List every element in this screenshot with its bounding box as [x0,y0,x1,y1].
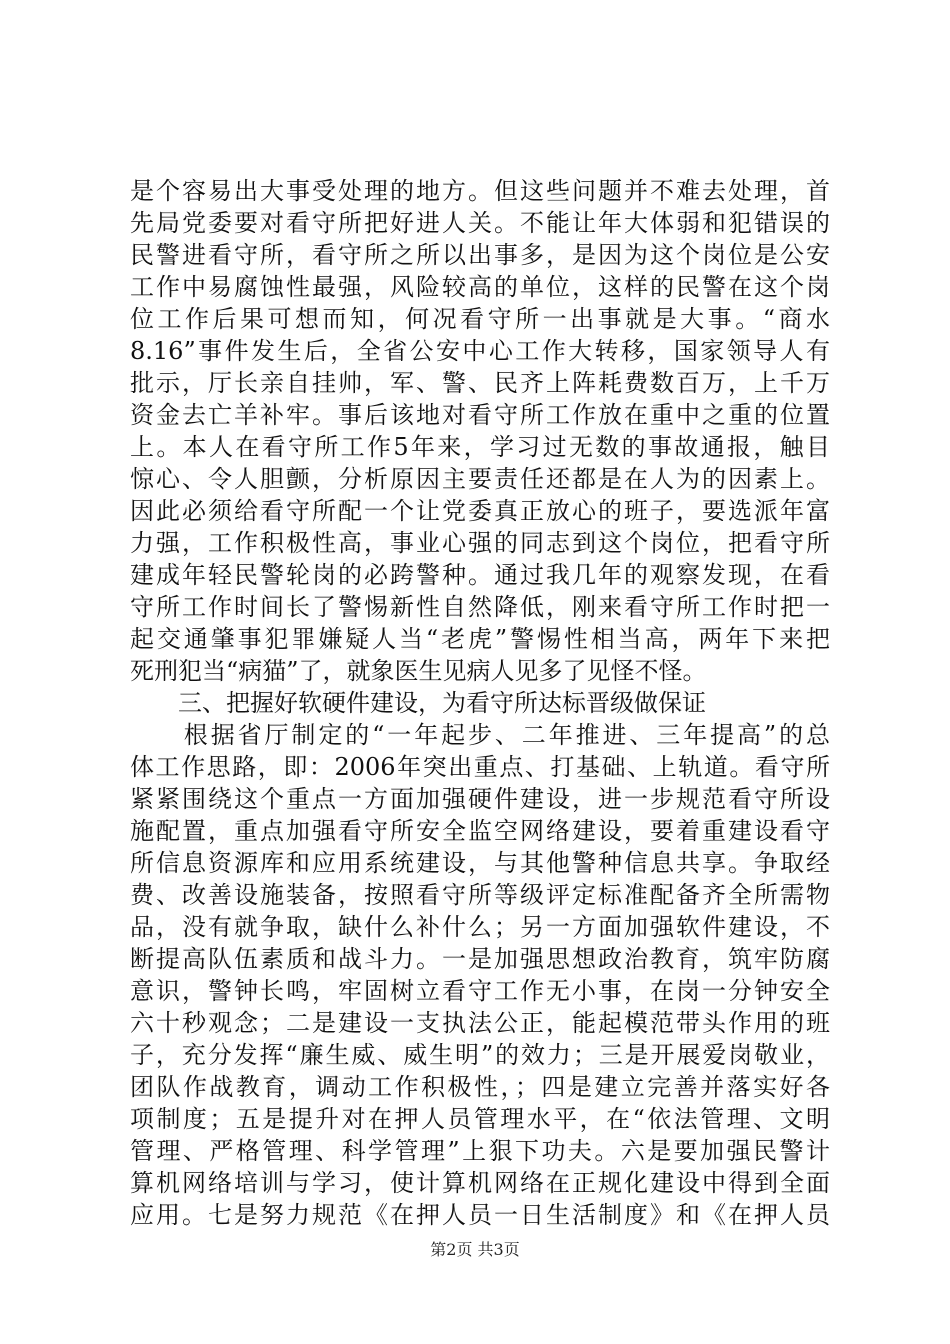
text-line: 品，没有就争取，缺什么补什么；另一方面加强软件建设，不 [130,913,830,941]
text-line: 工作中易腐蚀性最强，风险较高的单位，这样的民警在这个岗 [130,273,830,301]
text-line: 断提高队伍素质和战斗力。一是加强思想政治教育，筑牢防腐 [130,945,830,973]
text-line: 费、改善设施装备，按照看守所等级评定标准配备齐全所需物 [130,881,830,909]
text-line: 资金去亡羊补牢。事后该地对看守所工作放在重中之重的位置 [130,401,830,429]
text-line: 8.16”事件发生后，全省公安中心工作大转移，国家领导人有 [130,337,830,365]
text-line: 民警进看守所，看守所之所以出事多，是因为这个岗位是公安 [130,241,830,269]
text-line: 施配置，重点加强看守所安全监空网络建设，要着重建设看守 [130,817,830,845]
text-line: 力强，工作积极性高，事业心强的同志到这个岗位，把看守所 [130,529,830,557]
text-line: 上。本人在看守所工作5年来，学习过无数的事故通报，触目 [130,433,830,461]
text-line: 惊心、令人胆颤，分析原因主要责任还都是在人为的因素上。 [130,465,830,493]
section-heading: 三、把握好软硬件建设，为看守所达标晋级做保证 [130,689,706,717]
text-line: 意识，警钟长鸣，牢固树立看守工作无小事，在岗一分钟安全 [130,977,830,1005]
text-line: 项制度；五是提升对在押人员管理水平，在“依法管理、文明 [130,1105,830,1133]
text-line: 团队作战教育，调动工作积极性，；四是建立完善并落实好各 [130,1073,830,1101]
text-line: 死刑犯当“病猫”了，就象医生见病人见多了见怪不怪。 [130,657,707,685]
text-line: 体工作思路，即：2006年突出重点、打基础、上轨道。看守所 [130,753,830,781]
text-line: 管理、严格管理、科学管理”上狠下功夫。六是要加强民警计 [130,1137,830,1165]
text-line: 子，充分发挥“廉生威、威生明”的效力；三是开展爱岗敬业， [130,1041,830,1069]
text-line: 因此必须给看守所配一个让党委真正放心的班子，要选派年富 [130,497,830,525]
document-body [130,175,830,1231]
text-line: 位工作后果可想而知，何况看守所一出事就是大事。“商水 [130,305,830,333]
text-line: 建成年轻民警轮岗的必跨警种。通过我几年的观察发现，在看 [130,561,830,589]
text-line: 算机网络培训与学习，使计算机网络在正规化建设中得到全面 [130,1169,830,1197]
text-line: 守所工作时间长了警惕新性自然降低，刚来看守所工作时把一 [130,593,830,621]
text-line: 所信息资源库和应用系统建设，与其他警种信息共享。争取经 [130,849,830,877]
text-line: 先局党委要对看守所把好进人关。不能让年大体弱和犯错误的 [130,209,830,237]
text-line: 批示，厅长亲自挂帅，军、警、民齐上阵耗费数百万，上千万 [130,369,830,397]
text-line: 六十秒观念；二是建设一支执法公正，能起模范带头作用的班 [130,1009,830,1037]
text-line: 根据省厅制定的“一年起步、二年推进、三年提高”的总 [130,721,830,749]
text-line: 是个容易出大事受处理的地方。但这些问题并不难去处理，首 [130,177,830,205]
text-line: 应用。七是努力规范《在押人员一日生活制度》和《在押人员 [130,1201,830,1229]
page-footer: 第2页 共3页 [430,1240,520,1259]
text-line: 紧紧围绕这个重点一方面加强硬件建设，进一步规范看守所设 [130,785,830,813]
text-line: 起交通肇事犯罪嫌疑人当“老虎”警惕性相当高，两年下来把 [130,625,830,653]
